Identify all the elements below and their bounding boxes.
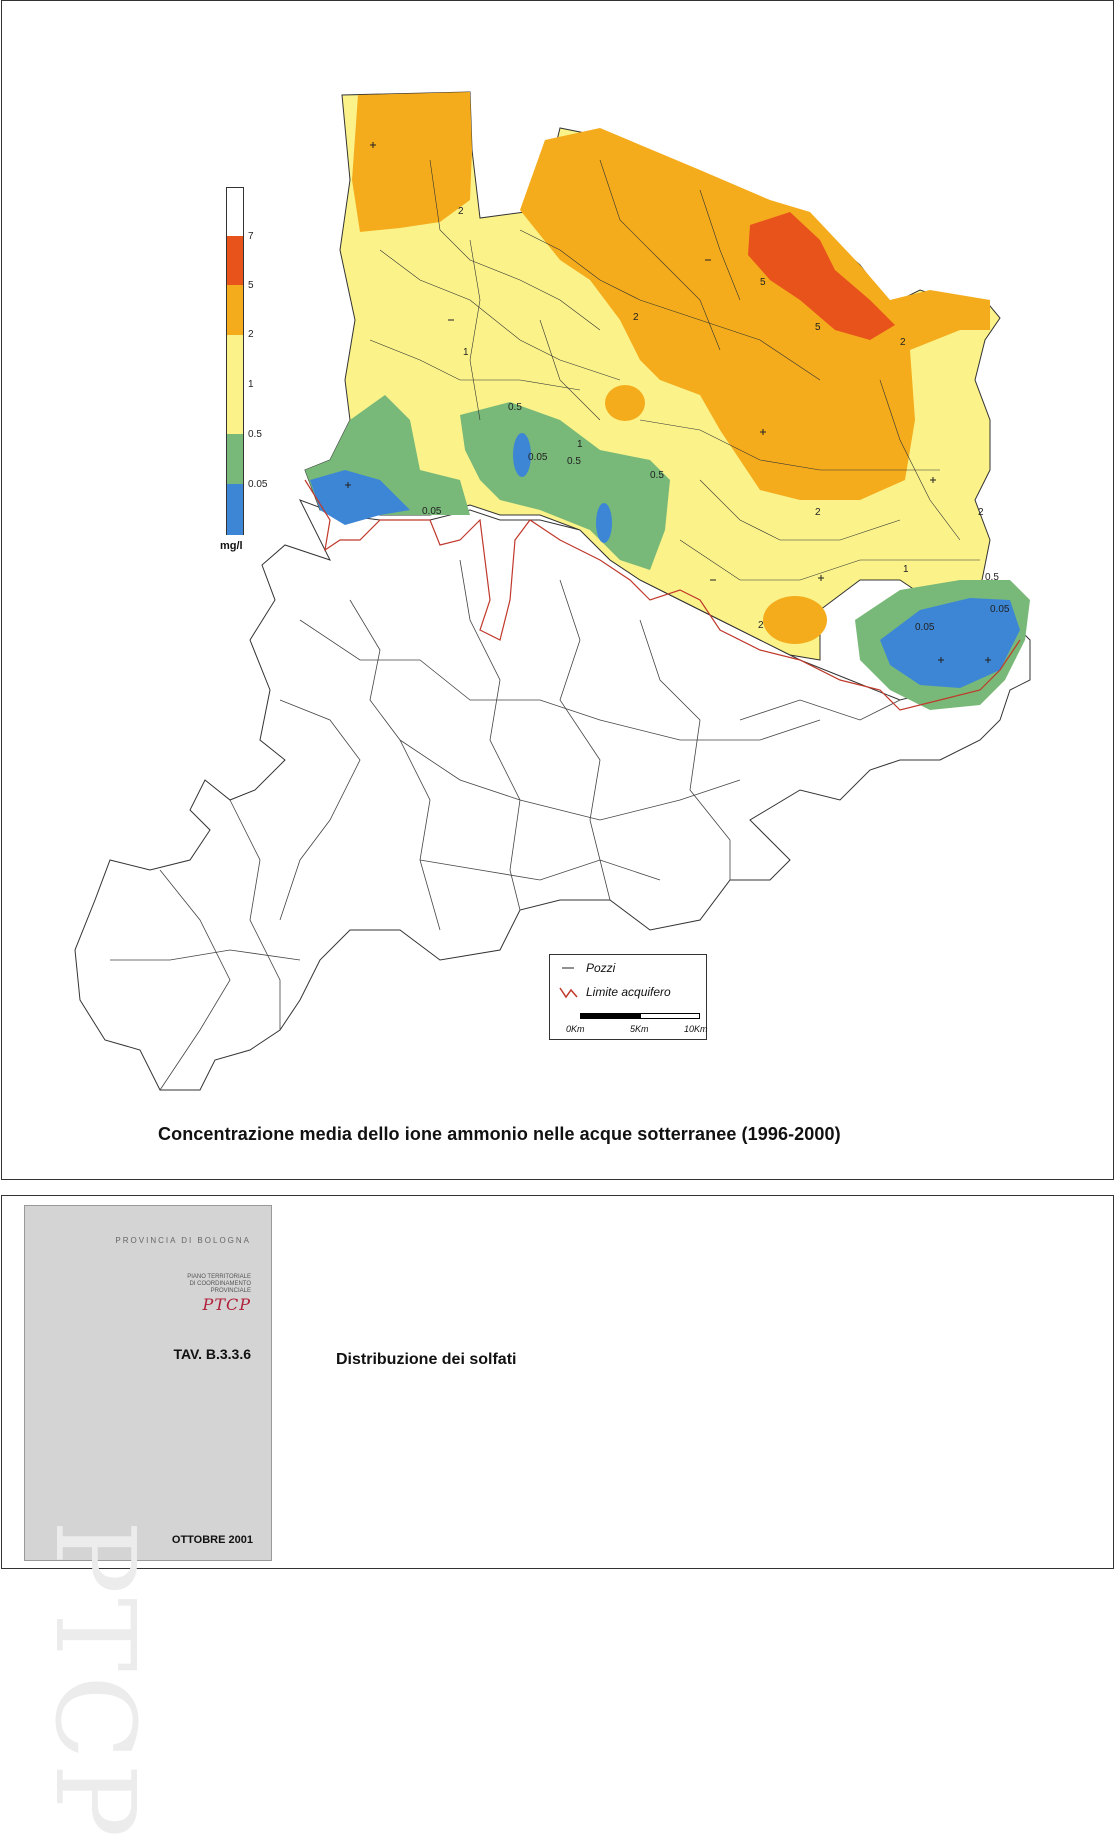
- contour-label: 5: [815, 322, 821, 333]
- scale-label: 10Km: [684, 1024, 708, 1034]
- aquifer-limit-icon: [558, 985, 580, 999]
- band-above-7: [227, 188, 243, 236]
- contour-label: 2: [978, 507, 984, 518]
- plan-line: PROVINCIALE: [210, 1288, 251, 1294]
- well-symbol-icon: [558, 961, 580, 975]
- band-0-5-2: [227, 335, 243, 434]
- legend-tick: 7: [248, 231, 254, 242]
- legend-tick: 0.5: [248, 429, 262, 440]
- contour-label: 0.5: [650, 470, 664, 481]
- province-label: PROVINCIA DI BOLOGNA: [115, 1236, 251, 1245]
- legend-item-label: Pozzi: [586, 961, 616, 975]
- ptcp-small-logo: [187, 1274, 251, 1314]
- contour-label: 2: [758, 620, 764, 631]
- legend-tick: 2: [248, 329, 254, 340]
- legend-item-wells: [558, 961, 615, 975]
- band-below-0-05: [227, 484, 243, 535]
- ptcp-watermark-logo: PTCP: [31, 1520, 159, 1842]
- scale-label: 5Km: [630, 1024, 649, 1034]
- contour-label: 0.05: [990, 604, 1010, 615]
- contour-label: 2: [633, 312, 639, 323]
- band-5-7: [227, 236, 243, 285]
- contour-label: 0.05: [915, 622, 935, 633]
- plan-line: DI COORDINAMENTO: [189, 1281, 251, 1287]
- contour-label: 1: [463, 347, 469, 358]
- contour-label: 2: [900, 337, 906, 348]
- symbol-legend: [549, 954, 707, 1040]
- zone-high-spot-1: [605, 385, 645, 421]
- contour-label: 1: [577, 439, 583, 450]
- contour-label: 0.5: [567, 456, 581, 467]
- zone-high-nw: [352, 92, 472, 232]
- legend-item-label: Limite acquifero: [586, 985, 671, 999]
- map-title: Concentrazione media dello ione ammonio nelle acque sotterranee (1996-2000): [158, 1124, 841, 1144]
- contour-label: 1: [903, 564, 909, 575]
- cover-panel: [24, 1205, 272, 1842]
- legend-tick: 5: [248, 280, 254, 291]
- sheet-title: Distribuzione dei solfati: [336, 1351, 517, 1368]
- legend-unit: mg/l: [220, 540, 243, 552]
- contour-label: 0.05: [422, 506, 442, 517]
- contour-label: 2: [815, 507, 821, 518]
- color-scale: [226, 187, 244, 535]
- legend-tick: 0.05: [248, 479, 268, 490]
- zone-high-spot-2: [763, 596, 827, 644]
- sheet-number: TAV. B.3.3.6: [173, 1346, 251, 1362]
- scale-label: 0Km: [566, 1024, 585, 1034]
- sheet-date: OTTOBRE 2001: [171, 1534, 253, 1546]
- contour-label: 5: [760, 277, 766, 288]
- brand-label: PTCP: [202, 1295, 251, 1314]
- contour-label: 0.05: [528, 452, 548, 463]
- contour-label: 2: [458, 206, 464, 217]
- contour-label: 0.5: [508, 402, 522, 413]
- legend-item-aquifer: [558, 985, 671, 999]
- band-2-5: [227, 285, 243, 335]
- scale-bar: [580, 1013, 700, 1021]
- legend-tick: 1: [248, 379, 254, 390]
- zone-very-low-c2: [596, 503, 612, 543]
- band-0-05-0-5: [227, 434, 243, 484]
- plan-line: PIANO TERRITORIALE: [187, 1274, 251, 1280]
- contour-label: 0.5: [985, 572, 999, 583]
